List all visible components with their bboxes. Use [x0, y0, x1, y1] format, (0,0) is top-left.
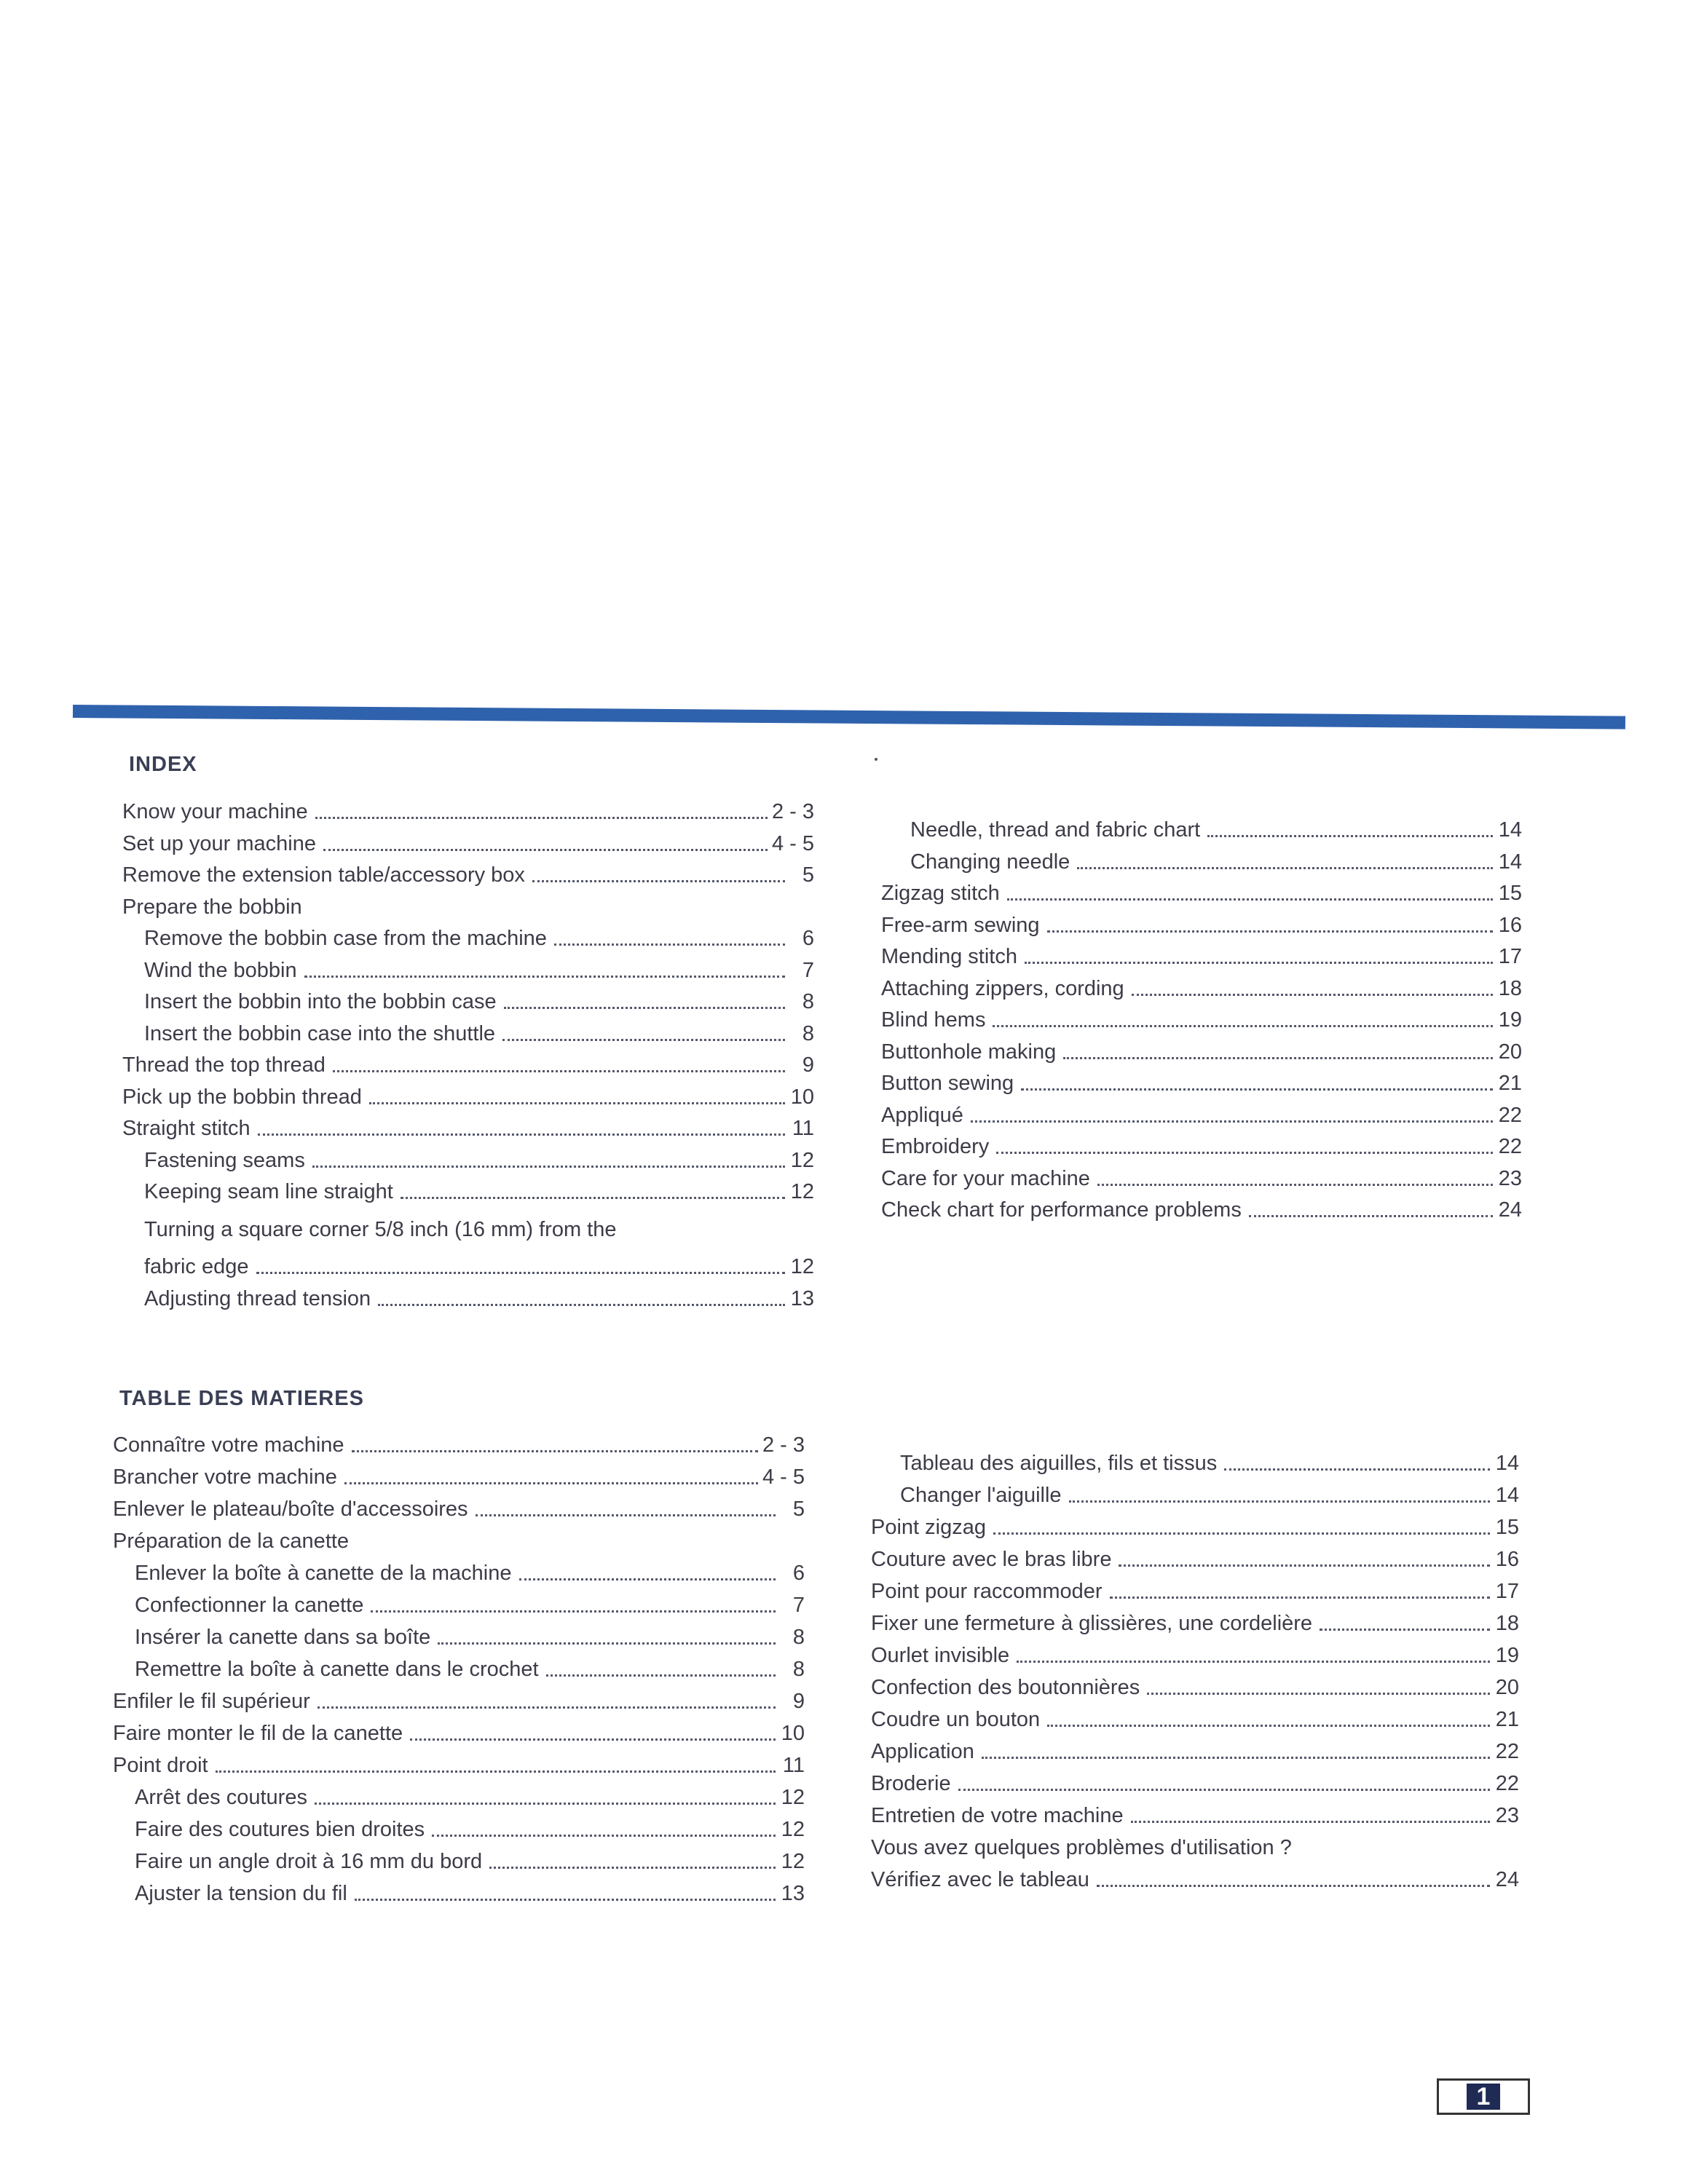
- toc-entry: [871, 1833, 1519, 1862]
- toc-entry-page: 24: [1495, 1868, 1519, 1891]
- toc-entry: [113, 1559, 805, 1588]
- toc-entry-label: Wind the bobbin: [144, 958, 297, 982]
- toc-entry: [881, 1195, 1522, 1224]
- dot-leader: [1132, 994, 1493, 996]
- dot-leader: [1063, 1057, 1493, 1059]
- toc-entry-label: Straight stitch: [122, 1117, 251, 1140]
- toc-entry: [881, 1101, 1522, 1130]
- toc-entry: [881, 942, 1522, 971]
- toc-entry-label: Couture avec le bras libre: [871, 1548, 1112, 1571]
- toc-entry: [113, 1847, 805, 1876]
- toc-entry-label: Remettre la boîte à canette dans le crochet: [135, 1658, 539, 1681]
- dot-leader: [1147, 1693, 1490, 1695]
- toc-entry-label: fabric edge: [144, 1255, 249, 1278]
- page-number-box: [1437, 2078, 1530, 2115]
- toc-entry-page: 10: [781, 1722, 805, 1745]
- toc-entry-page: 21: [1498, 1072, 1522, 1095]
- toc-entry-label: Button sewing: [881, 1072, 1014, 1095]
- toc-entry-page: 14: [1498, 818, 1522, 842]
- dot-leader: [1025, 962, 1493, 964]
- toc-entry-label: Confectionner la canette: [135, 1594, 364, 1617]
- toc-entry-label: Tableau des aiguilles, fils et tissus: [900, 1452, 1218, 1475]
- toc-entry-label: Insert the bobbin case into the shuttle: [144, 1021, 496, 1045]
- toc-entry-label: Point pour raccommoder: [871, 1580, 1103, 1603]
- dot-leader: [958, 1789, 1490, 1791]
- toc-entry-page: 12: [790, 1180, 814, 1203]
- toc-entry-label: Insert the bobbin into the bobbin case: [144, 990, 497, 1013]
- dot-leader: [1207, 835, 1493, 837]
- toc-entry-label: Faire monter le fil de la canette: [113, 1722, 403, 1745]
- toc-entry-label: Know your machine: [122, 800, 308, 823]
- dot-leader: [1007, 898, 1493, 901]
- dot-leader: [1017, 1661, 1490, 1663]
- dot-leader: [993, 1532, 1490, 1535]
- toc-entry-label: Brancher votre machine: [113, 1465, 337, 1489]
- dot-leader: [546, 1674, 776, 1677]
- toc-entry-page: 2 - 3: [762, 1433, 805, 1457]
- toc-entry: [122, 797, 814, 826]
- page-number: 1: [1467, 2084, 1501, 2110]
- toc-entry: [871, 1513, 1519, 1542]
- dot-leader: [554, 943, 785, 946]
- toc-entry-page: 18: [1495, 1612, 1519, 1635]
- toc-entry: [122, 1019, 814, 1048]
- toc-entry: [881, 974, 1522, 1003]
- dot-leader: [216, 1770, 776, 1773]
- toc-entry-label: Enlever la boîte à canette de la machine: [135, 1562, 512, 1585]
- toc-entry-label: Ourlet invisible: [871, 1644, 1010, 1667]
- toc-entry: [881, 847, 1522, 877]
- toc-entry: [881, 1069, 1522, 1098]
- dot-leader: [1069, 1500, 1490, 1503]
- table-des-matieres-heading: TABLE DES MATIERES: [119, 1387, 364, 1410]
- toc-entry-label: Zigzag stitch: [881, 882, 1000, 905]
- toc-entry-label: Point droit: [113, 1754, 208, 1777]
- toc-entry-page: 17: [1495, 1580, 1519, 1603]
- toc-entry: [871, 1609, 1519, 1638]
- dot-leader: [333, 1070, 785, 1072]
- dot-leader: [1047, 1725, 1490, 1727]
- toc-entry-label: Embroidery: [881, 1135, 990, 1158]
- dot-leader: [489, 1867, 776, 1869]
- toc-entry: [881, 1164, 1522, 1193]
- dot-leader: [993, 1025, 1493, 1027]
- toc-entry: [122, 1215, 814, 1244]
- toc-entry: [881, 1132, 1522, 1161]
- dot-leader: [1131, 1821, 1490, 1823]
- dot-leader: [504, 1007, 785, 1009]
- dot-leader: [369, 1102, 785, 1104]
- dot-leader: [432, 1835, 776, 1837]
- dot-leader: [304, 976, 785, 978]
- toc-entry: [122, 829, 814, 858]
- toc-entry-page: 7: [802, 958, 814, 982]
- toc-entry: [113, 1719, 805, 1748]
- toc-entry-label: Care for your machine: [881, 1166, 1090, 1190]
- toc-entry: [122, 1146, 814, 1175]
- dot-leader: [1097, 1885, 1490, 1887]
- toc-entry-label: Fixer une fermeture à glissières, une cordelière: [871, 1612, 1313, 1635]
- dot-leader: [315, 817, 768, 819]
- dot-leader: [318, 1706, 776, 1709]
- toc-entry-label: Thread the top thread: [122, 1053, 326, 1077]
- toc-entry-page: 22: [1498, 1103, 1522, 1127]
- toc-entry-label: Turning a square corner 5/8 inch (16 mm) from the: [144, 1217, 617, 1241]
- print-speck: [875, 758, 877, 761]
- dot-leader: [438, 1642, 776, 1645]
- toc-entry-page: 15: [1495, 1516, 1519, 1539]
- toc-entry: [881, 815, 1522, 844]
- toc-entry-page: 17: [1498, 945, 1522, 968]
- toc-entry: [122, 956, 814, 985]
- toc-entry-label: Faire un angle droit à 16 mm du bord: [135, 1850, 483, 1873]
- toc-entry: [113, 1591, 805, 1620]
- toc-entry: [113, 1687, 805, 1716]
- toc-entry: [881, 1005, 1522, 1034]
- dot-leader: [1119, 1564, 1490, 1567]
- index-heading: INDEX: [129, 753, 197, 776]
- toc-entry: [122, 1114, 814, 1143]
- toc-entry-page: 11: [792, 1117, 814, 1140]
- toc-entry: [113, 1815, 805, 1844]
- toc-entry-page: 10: [790, 1085, 814, 1109]
- toc-entry: [122, 860, 814, 890]
- toc-entry-page: 22: [1498, 1135, 1522, 1158]
- dot-leader: [315, 1803, 776, 1805]
- toc-entry-page: 12: [781, 1786, 805, 1809]
- toc-entry-label: Changing needle: [910, 850, 1070, 874]
- toc-entry-page: 14: [1495, 1484, 1519, 1507]
- toc-entry-label: Entretien de votre machine: [871, 1804, 1124, 1827]
- toc-entry-label: Insérer la canette dans sa boîte: [135, 1626, 431, 1649]
- toc-entry-page: 14: [1495, 1452, 1519, 1475]
- toc-entry-page: 20: [1498, 1040, 1522, 1064]
- toc-entry: [871, 1545, 1519, 1574]
- toc-entry-page: 19: [1498, 1008, 1522, 1032]
- toc-entry-page: 22: [1495, 1740, 1519, 1763]
- toc-entry: [871, 1737, 1519, 1766]
- toc-entry-label: Buttonhole making: [881, 1040, 1057, 1064]
- toc-entry-label: Remove the bobbin case from the machine: [144, 927, 547, 950]
- toc-entry: [113, 1623, 805, 1652]
- toc-entry-page: 4 - 5: [771, 831, 814, 855]
- toc-entry-page: 23: [1498, 1166, 1522, 1190]
- dot-leader: [312, 1166, 785, 1168]
- toc-entry: [113, 1751, 805, 1780]
- dot-leader: [1249, 1215, 1493, 1217]
- toc-entry: [871, 1641, 1519, 1670]
- toc-entry-page: 5: [802, 863, 814, 887]
- toc-entry-label: Adjusting thread tension: [144, 1286, 371, 1310]
- dot-leader: [410, 1738, 776, 1741]
- toc-entry: [122, 1051, 814, 1080]
- toc-entry-label: Needle, thread and fabric chart: [910, 818, 1201, 842]
- dot-leader: [256, 1272, 786, 1274]
- toc-entry-page: 13: [790, 1286, 814, 1310]
- toc-entry: [113, 1431, 805, 1460]
- toc-entry-label: Keeping seam line straight: [144, 1180, 393, 1203]
- toc-entry-page: 9: [802, 1053, 814, 1077]
- toc-entry: [113, 1495, 805, 1524]
- dot-leader: [996, 1152, 1493, 1154]
- toc-entry-page: 20: [1495, 1676, 1519, 1699]
- toc-entry: [871, 1865, 1519, 1894]
- toc-entry-page: 13: [781, 1882, 805, 1905]
- toc-entry: [871, 1577, 1519, 1606]
- toc-entry: [122, 1177, 814, 1206]
- toc-entry: [871, 1481, 1519, 1510]
- toc-entry-page: 15: [1498, 882, 1522, 905]
- toc-entry-page: 12: [790, 1255, 814, 1278]
- toc-entry-page: 21: [1495, 1708, 1519, 1731]
- toc-entry: [881, 879, 1522, 908]
- toc-entry: [113, 1879, 805, 1908]
- dot-leader: [971, 1120, 1493, 1123]
- toc-entry-page: 22: [1495, 1772, 1519, 1795]
- toc-entry-label: Appliqué: [881, 1103, 963, 1127]
- dot-leader: [502, 1039, 785, 1041]
- toc-entry-page: 8: [792, 1626, 805, 1649]
- toc-entry-label: Coudre un bouton: [871, 1708, 1041, 1731]
- toc-entry: [122, 1083, 814, 1112]
- toc-entry-label: Prepare the bobbin: [122, 895, 302, 919]
- dot-leader: [401, 1197, 785, 1199]
- toc-entry-label: Check chart for performance problems: [881, 1198, 1242, 1222]
- toc-entry-page: 8: [802, 990, 814, 1013]
- toc-entry-page: 9: [792, 1690, 805, 1713]
- dot-leader: [476, 1514, 776, 1516]
- toc-entry-label: Application: [871, 1740, 974, 1763]
- dot-leader: [532, 880, 785, 882]
- toc-entry-page: 12: [790, 1148, 814, 1172]
- toc-entry-page: 12: [781, 1818, 805, 1841]
- toc-entry-label: Attaching zippers, cording: [881, 976, 1124, 1000]
- dot-leader: [982, 1757, 1490, 1759]
- toc-entry-label: Free-arm sewing: [881, 913, 1040, 937]
- dot-leader: [371, 1610, 776, 1613]
- toc-entry-label: Enfiler le fil supérieur: [113, 1690, 310, 1713]
- toc-entry: [881, 911, 1522, 940]
- toc-entry: [113, 1527, 805, 1556]
- toc-entry-page: 14: [1498, 850, 1522, 874]
- toc-entry-page: 7: [792, 1594, 805, 1617]
- toc-entry: [871, 1801, 1519, 1830]
- toc-entry: [122, 1284, 814, 1313]
- toc-entry: [871, 1449, 1519, 1478]
- toc-entry-page: 8: [792, 1658, 805, 1681]
- toc-entry-page: 8: [802, 1021, 814, 1045]
- toc-entry-label: Arrêt des coutures: [135, 1786, 307, 1809]
- dot-leader: [1097, 1184, 1493, 1186]
- dot-leader: [1021, 1088, 1493, 1091]
- toc-entry: [113, 1655, 805, 1684]
- dot-leader: [1110, 1597, 1490, 1599]
- toc-entry: [871, 1705, 1519, 1734]
- toc-entry-label: Changer l'aiguille: [900, 1484, 1062, 1507]
- dot-leader: [1077, 867, 1493, 869]
- toc-entry-page: 2 - 3: [771, 800, 814, 823]
- toc-entry: [122, 1252, 814, 1281]
- toc-entry-label: Préparation de la canette: [113, 1530, 350, 1553]
- dot-leader: [323, 849, 768, 851]
- dot-leader: [258, 1133, 785, 1136]
- toc-entry-page: 24: [1498, 1198, 1522, 1222]
- toc-entry-page: 6: [802, 927, 814, 950]
- toc-entry-page: 5: [792, 1497, 805, 1521]
- dot-leader: [378, 1304, 785, 1306]
- toc-entry-page: 6: [792, 1562, 805, 1585]
- toc-entry: [122, 924, 814, 953]
- toc-entry-label: Set up your machine: [122, 831, 316, 855]
- toc-entry-page: 12: [781, 1850, 805, 1873]
- dot-leader: [1224, 1468, 1490, 1471]
- dot-leader: [355, 1899, 776, 1901]
- dot-leader: [1047, 930, 1493, 933]
- toc-entry-page: 11: [782, 1754, 805, 1777]
- dot-leader: [352, 1450, 758, 1452]
- toc-entry-page: 23: [1495, 1804, 1519, 1827]
- toc-entry-label: Faire des coutures bien droites: [135, 1818, 425, 1841]
- toc-entry: [871, 1769, 1519, 1798]
- toc-entry-label: Blind hems: [881, 1008, 986, 1032]
- toc-entry-label: Point zigzag: [871, 1516, 986, 1539]
- blue-header-rule: [73, 705, 1625, 729]
- toc-entry-label: Mending stitch: [881, 945, 1017, 968]
- dot-leader: [1320, 1629, 1490, 1631]
- toc-entry: [871, 1673, 1519, 1702]
- toc-entry-label: Broderie: [871, 1772, 951, 1795]
- dot-leader: [344, 1482, 758, 1484]
- toc-entry: [122, 987, 814, 1016]
- toc-entry-label: Ajuster la tension du fil: [135, 1882, 347, 1905]
- toc-entry-label: Enlever le plateau/boîte d'accessoires: [113, 1497, 468, 1521]
- toc-entry-label: Remove the extension table/accessory box: [122, 863, 525, 887]
- toc-entry-label: Vérifiez avec le tableau: [871, 1868, 1089, 1891]
- toc-entry-page: 19: [1495, 1644, 1519, 1667]
- toc-entry-label: Vous avez quelques problèmes d'utilisation ?: [871, 1836, 1292, 1859]
- toc-entry-label: Connaître votre machine: [113, 1433, 344, 1457]
- toc-entry: [881, 1037, 1522, 1067]
- toc-entry-label: Confection des boutonnières: [871, 1676, 1140, 1699]
- toc-entry-label: Pick up the bobbin thread: [122, 1085, 362, 1109]
- toc-entry-page: 4 - 5: [762, 1465, 805, 1489]
- toc-entry: [113, 1463, 805, 1492]
- toc-entry-page: 18: [1498, 976, 1522, 1000]
- toc-entry-label: Fastening seams: [144, 1148, 305, 1172]
- toc-entry-page: 16: [1498, 913, 1522, 937]
- dot-leader: [519, 1578, 776, 1580]
- toc-entry: [122, 893, 814, 922]
- toc-entry: [113, 1783, 805, 1812]
- toc-entry-page: 16: [1495, 1548, 1519, 1571]
